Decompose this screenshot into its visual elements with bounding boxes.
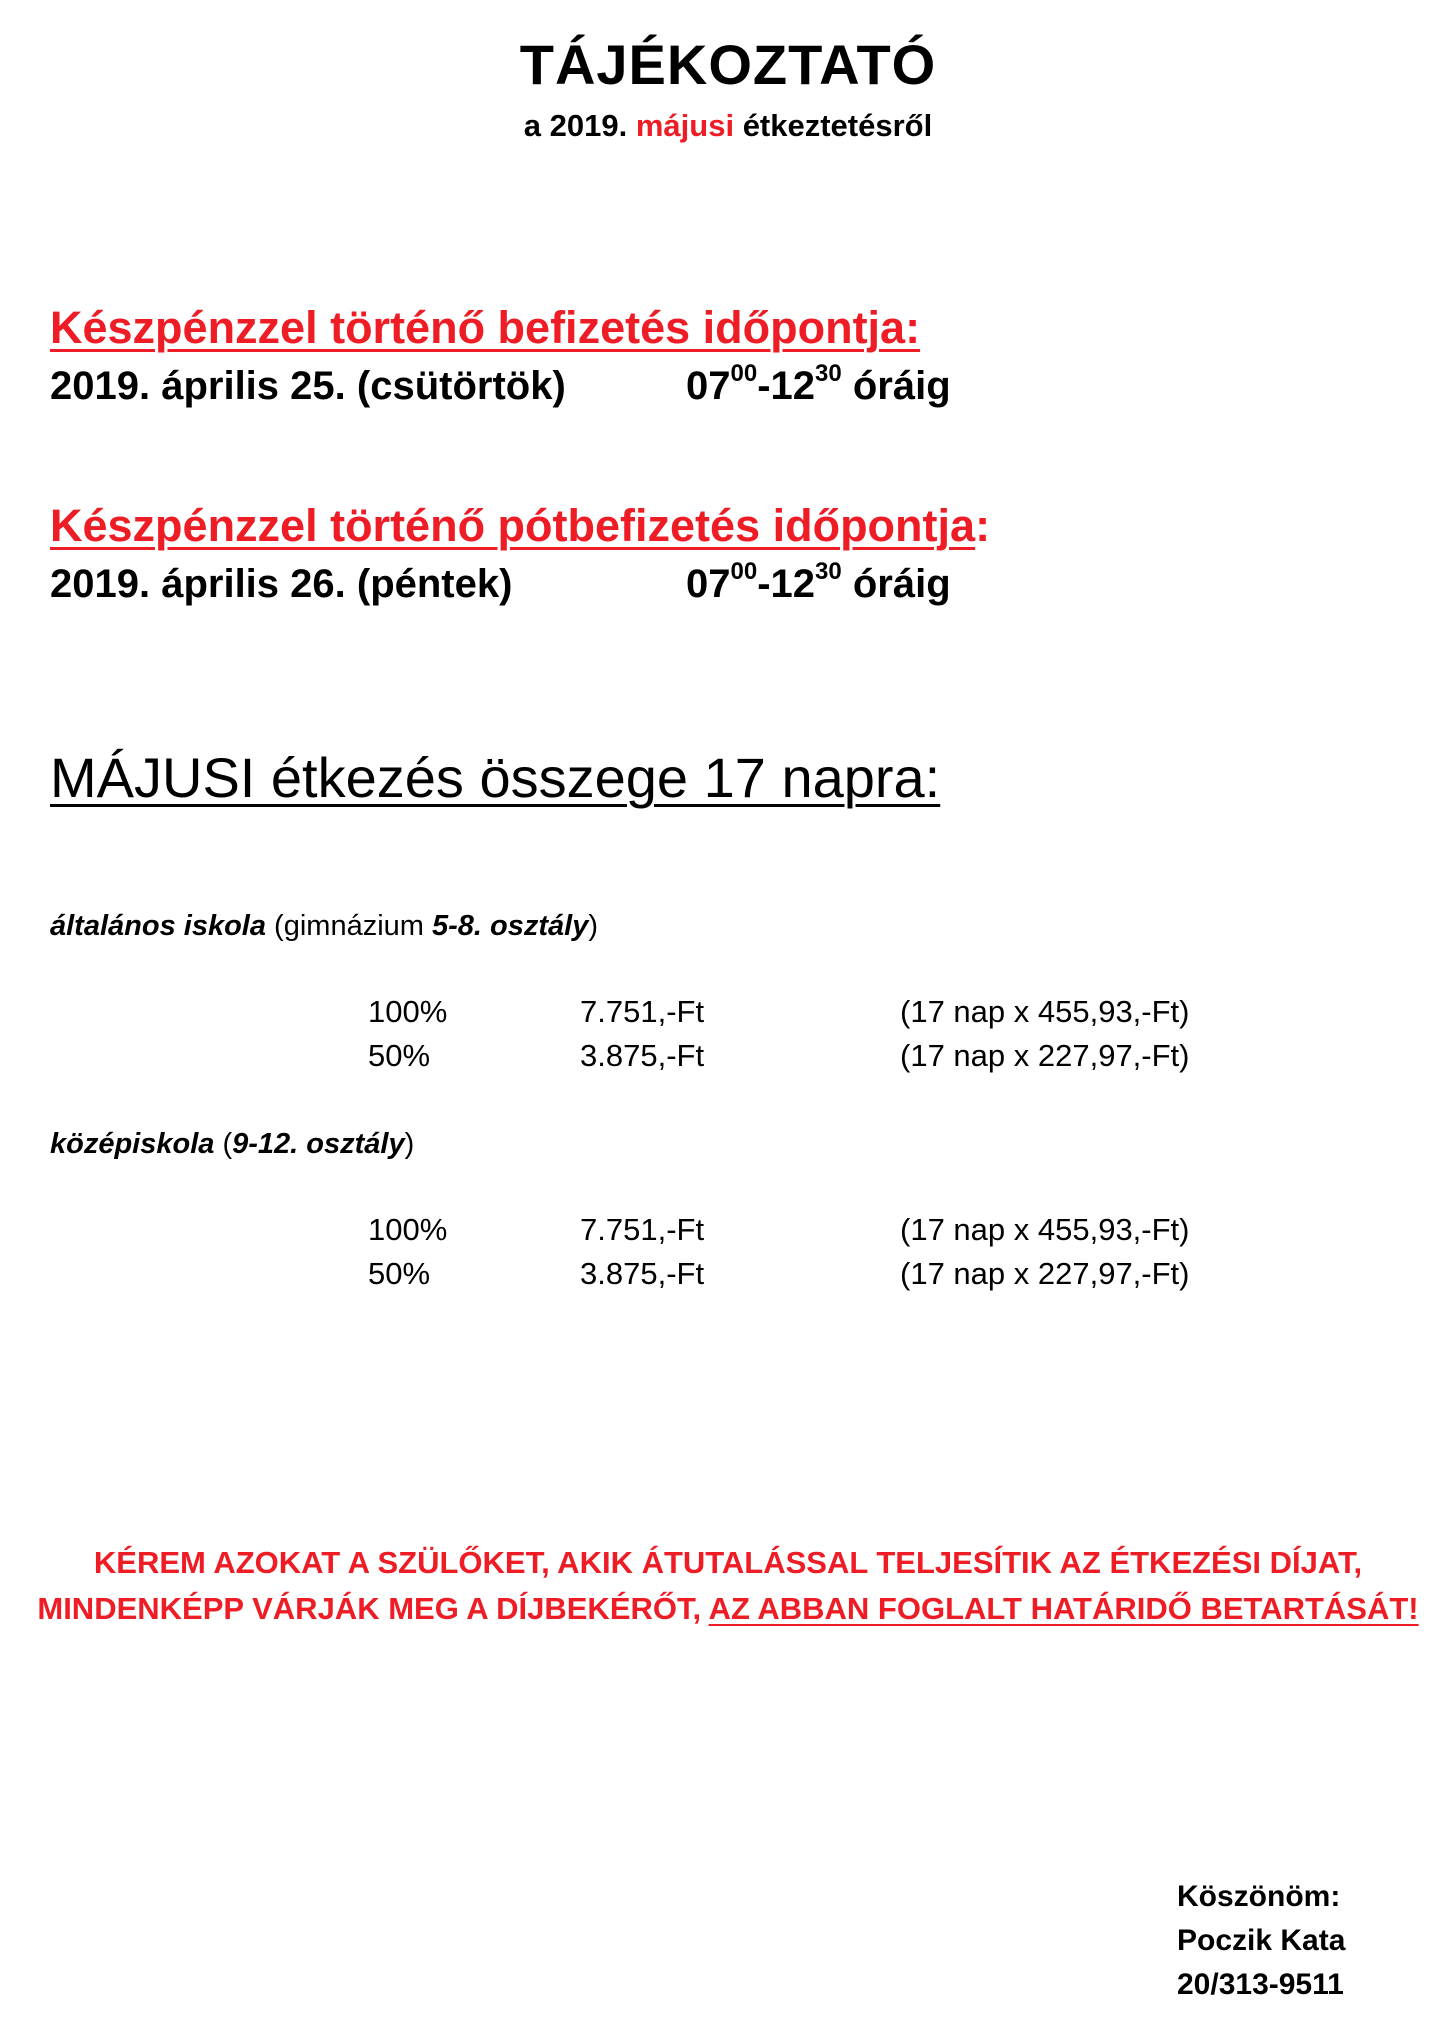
elementary-row-2-calc: (17 nap x 227,97,-Ft) (900, 1038, 1190, 1073)
secondary-label-bold: középiskola (50, 1128, 215, 1160)
payment-time-end-hour: 12 (770, 364, 816, 408)
elementary-row-2-percent: 50% (368, 1038, 431, 1073)
late-payment-time-end-hour: 12 (770, 562, 816, 606)
elementary-label (50, 910, 598, 943)
late-payment-time (686, 558, 951, 607)
payment-date: 2019. április 25. (csütörtök) (50, 364, 566, 408)
payment-time-end-min: 30 (815, 360, 842, 387)
elementary-label-close: ) (588, 910, 599, 942)
transfer-notice-deadline: AZ ABBAN FOGLALT HATÁRIDŐ BETARTÁSÁT! (708, 1591, 1419, 1626)
late-payment-date: 2019. április 26. (péntek) (50, 562, 513, 606)
secondary-row-2-calc: (17 nap x 227,97,-Ft) (900, 1256, 1190, 1291)
transfer-notice-text: KÉREM AZOKAT A SZÜLŐKET, AKIK ÁTUTALÁSSAL TELJESÍTIK AZ ÉTKEZÉSI DÍJAT, MINDENKÉPP VÁRJÁK MEG A DÍJBEKÉRŐT, (37, 1545, 1363, 1626)
secondary-label-close: ) (404, 1128, 415, 1160)
late-payment-heading-text: Készpénzzel történő pótbefizetés időpontja (50, 500, 976, 551)
late-payment-time-end-min: 30 (815, 558, 842, 585)
elementary-row-2-amount: 3.875,-Ft (580, 1038, 705, 1073)
elementary-row-1-percent: 100% (368, 994, 448, 1029)
secondary-label-open: ( (214, 1128, 233, 1160)
late-payment-heading (50, 500, 990, 552)
payment-heading: Készpénzzel történő befizetés időpontja: (50, 302, 921, 353)
late-payment-time-suffix: óráig (841, 562, 951, 606)
late-payment-time-start-hour: 07 (686, 562, 731, 606)
elementary-label-grades: 5-8. osztály (432, 910, 589, 942)
secondary-row-2-percent: 50% (368, 1256, 431, 1291)
subtitle-month: májusi (635, 108, 735, 143)
page-subtitle (0, 108, 1456, 144)
signature-name: Poczik Kata (1177, 1924, 1346, 1957)
payment-time-sep: - (757, 364, 771, 408)
elementary-row-1-amount: 7.751,-Ft (580, 994, 705, 1029)
transfer-notice (30, 1540, 1426, 1632)
payment-time-start-hour: 07 (686, 364, 731, 408)
secondary-row-1-amount: 7.751,-Ft (580, 1212, 705, 1247)
late-payment-time-sep: - (757, 562, 771, 606)
secondary-row-1-percent: 100% (368, 1212, 448, 1247)
payment-time-start-min: 00 (730, 360, 758, 387)
elementary-label-open: (gimnázium (266, 910, 432, 942)
late-payment-time-start-min: 00 (730, 558, 758, 585)
signature-phone: 20/313-9511 (1177, 1968, 1344, 2001)
secondary-label-grades: 9-12. osztály (232, 1128, 405, 1160)
subtitle-suffix: étkeztetésről (742, 108, 933, 143)
subtitle-prefix: a 2019. (523, 108, 628, 143)
signature-thanks: Köszönöm: (1177, 1880, 1341, 1913)
summary-heading: MÁJUSI étkezés összege 17 napra: (50, 746, 941, 809)
page-title: TÁJÉKOZTATÓ (519, 33, 937, 96)
secondary-row-1-calc: (17 nap x 455,93,-Ft) (900, 1212, 1190, 1247)
late-payment-heading-colon: : (975, 500, 991, 551)
payment-time-suffix: óráig (841, 364, 951, 408)
elementary-label-bold: általános iskola (50, 910, 266, 942)
elementary-row-1-calc: (17 nap x 455,93,-Ft) (900, 994, 1190, 1029)
secondary-label (50, 1128, 414, 1161)
payment-time (686, 360, 951, 409)
secondary-row-2-amount: 3.875,-Ft (580, 1256, 705, 1291)
